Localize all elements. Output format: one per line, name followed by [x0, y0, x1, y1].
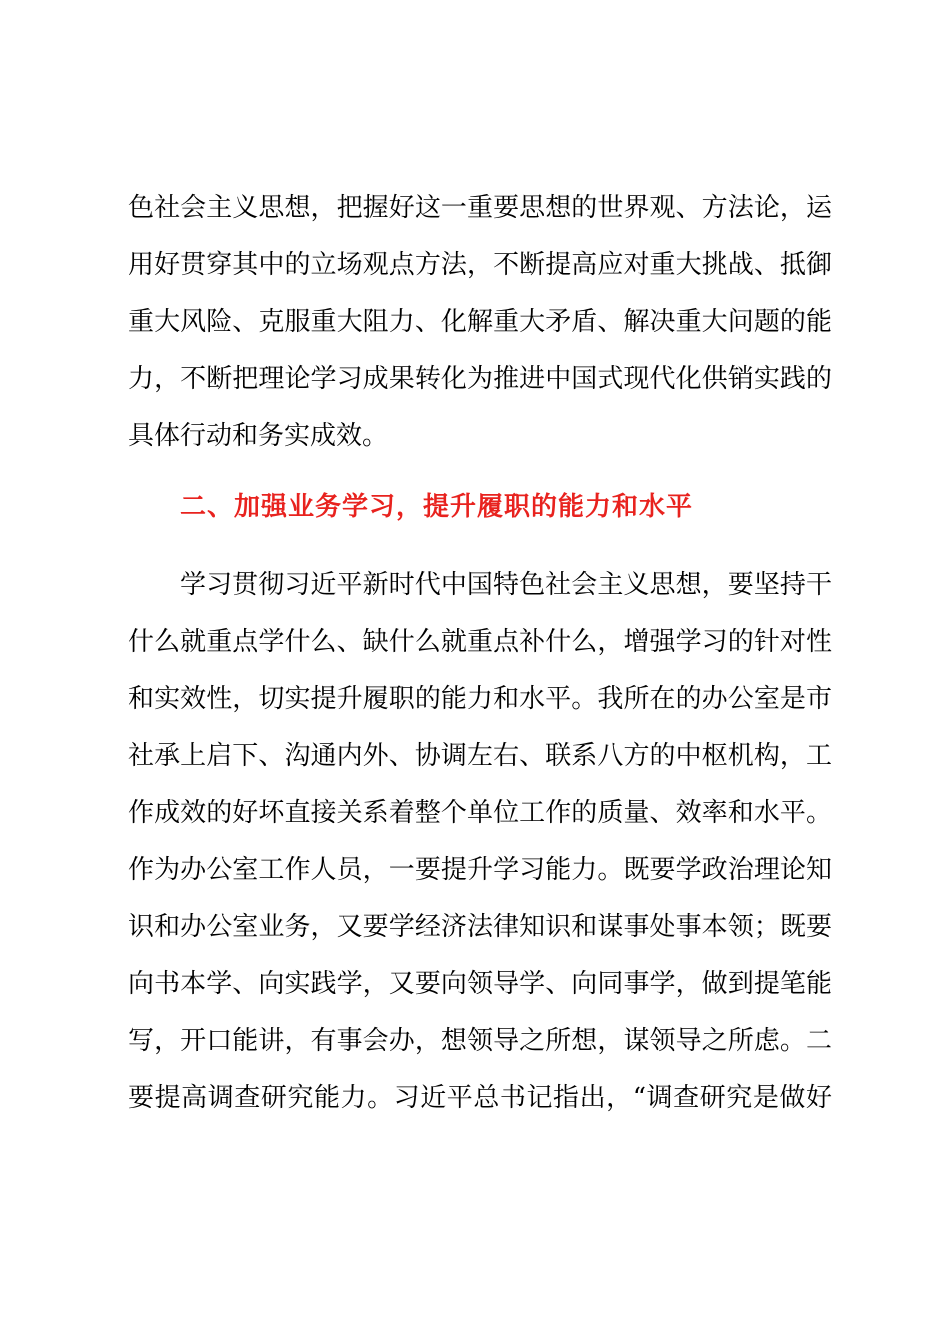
paragraph-2-line-7: 识和办公室业务，又要学经济法律知识和谋事处事本领；既要 [128, 912, 832, 942]
paragraph-1-line-3: 重大风险、克服重大阻力、化解重大矛盾、解决重大问题的能 [128, 307, 832, 337]
paragraph-1-line-2: 用好贯穿其中的立场观点方法，不断提高应对重大挑战、抵御 [128, 250, 832, 280]
paragraph-2-line-8: 向书本学、向实践学，又要向领导学、向同事学，做到提笔能 [128, 969, 832, 999]
paragraph-2-line-1: 学习贯彻习近平新时代中国特色社会主义思想，要坚持干 [180, 570, 832, 600]
paragraph-1-line-1: 色社会主义思想，把握好这一重要思想的世界观、方法论，运 [128, 193, 832, 223]
paragraph-2-line-6: 作为办公室工作人员，一要提升学习能力。既要学政治理论知 [128, 855, 832, 885]
paragraph-2-line-9: 写，开口能讲，有事会办，想领导之所想，谋领导之所虑。二 [128, 1026, 832, 1056]
paragraph-2-line-4: 社承上启下、沟通内外、协调左右、联系八方的中枢机构，工 [128, 741, 832, 771]
paragraph-2-line-2: 什么就重点学什么、缺什么就重点补什么，增强学习的针对性 [128, 627, 832, 657]
section-heading: 二、加强业务学习，提升履职的能力和水平 [180, 492, 694, 522]
paragraph-2-line-3: 和实效性，切实提升履职的能力和水平。我所在的办公室是市 [128, 684, 832, 714]
paragraph-1-line-4: 力，不断把理论学习成果转化为推进中国式现代化供销实践的 [128, 364, 832, 394]
paragraph-1-line-5: 具体行动和务实成效。 [128, 421, 389, 451]
paragraph-2-line-5: 作成效的好坏直接关系着整个单位工作的质量、效率和水平。 [128, 798, 832, 828]
paragraph-2-line-10: 要提高调查研究能力。习近平总书记指出，“调查研究是做好 [128, 1083, 832, 1113]
